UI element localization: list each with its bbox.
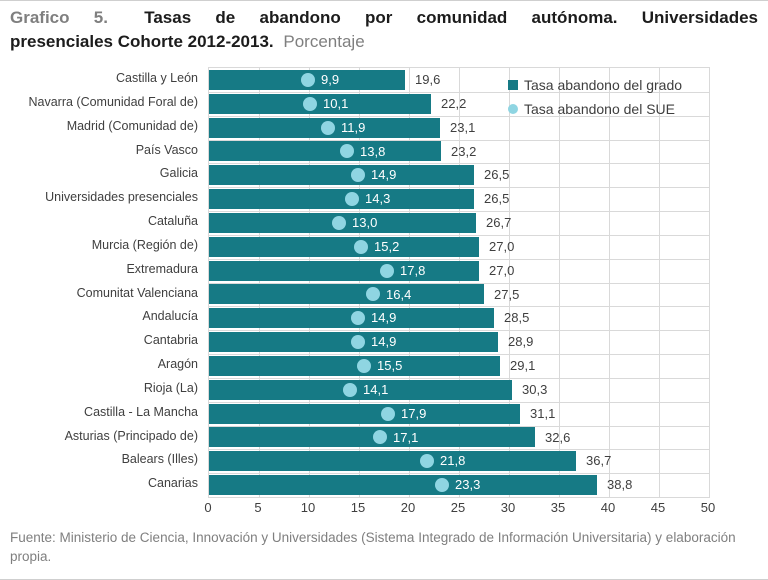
dot-value-label: 9,9 [321,72,340,87]
gridline-horizontal [209,402,709,403]
category-label: Castilla - La Mancha [84,404,198,419]
bar-value-label: 26,7 [486,215,512,230]
bar-value-label: 27,5 [494,286,520,302]
source-note: Fuente: Ministerio de Ciencia, Innovación y Universidades (Sistema Integrado de Información Universitaria) y elaboración propia. [10,530,736,564]
dot-value-label: 15,2 [374,238,400,254]
dot-value-label: 14,1 [363,381,389,397]
category-label: Comunitat Valenciana [76,285,198,300]
bar-value-label: 27,0 [489,238,515,254]
x-tick-label: 40 [600,500,616,515]
category-label: Cantabria [143,333,198,348]
bar-value-label: 38,8 [607,477,633,493]
dot-sue [381,407,395,421]
dot-sue [343,383,357,397]
legend-item-sue [508,97,682,121]
category-label: Andalucía [142,309,198,324]
bar-grado [209,141,441,161]
dot-sue [301,73,315,87]
category-label: Balears (Illes) [121,452,198,467]
bar-grado [209,261,479,281]
x-tick-label: 15 [350,500,366,515]
bar-grado [209,404,520,424]
bar-value-label: 32,6 [545,429,571,445]
gridline-horizontal [209,378,709,379]
bar-grado [209,356,500,376]
bar-grado [209,427,535,447]
bar-value-label: 31,1 [530,405,556,421]
dot-sue [351,335,365,349]
bar-grado [209,189,474,209]
dot-value-label: 14,9 [371,167,397,183]
dot-value-label: 17,9 [401,405,427,421]
gridline-horizontal [209,259,709,260]
figure-title-main-cont: presenciales Cohorte 2012-2013. [10,32,274,51]
category-label: Navarra (Comunidad Foral de) [28,94,198,109]
dot-sue [380,264,394,278]
bar-value-label: 28,5 [504,310,530,326]
x-tick-label: 30 [500,500,516,515]
x-tick-label: 5 [254,500,262,515]
category-label: Rioja (La) [143,380,198,395]
figure-title-line1 [10,6,758,30]
x-tick-label: 50 [700,500,716,515]
category-label: Murcia (Región de) [91,237,198,252]
figure-title-main: Tasas de abandono por comunidad autónoma. Universidades [144,8,758,27]
x-tick-label: 25 [450,500,466,515]
figure-number: Grafico 5. [10,8,108,27]
category-label: Castilla y León [116,71,198,85]
figure-unit: Porcentaje [283,32,365,51]
dot-value-label: 17,1 [393,429,419,445]
x-tick-label: 45 [650,500,666,515]
x-tick-label: 20 [400,500,416,515]
category-label: Cataluña [147,214,198,228]
gridline-horizontal [209,187,709,188]
dot-value-label: 17,8 [400,262,426,278]
gridline-horizontal [209,354,709,355]
figure-title-line2 [10,30,758,54]
dot-value-label: 13,8 [360,143,386,159]
gridline-horizontal [209,163,709,164]
bar-value-label: 22,2 [441,95,467,111]
dot-sue [303,97,317,111]
legend-item-grado [508,73,682,97]
category-label: Universidades presenciales [45,190,198,205]
x-tick-label: 10 [300,500,316,515]
dot-value-label: 14,9 [371,310,397,326]
bar-value-label: 26,5 [484,191,510,207]
bar-grado [209,284,484,304]
category-label: Galicia [159,166,198,181]
bar-grado [209,94,431,114]
dot-sue [321,121,335,135]
legend-label-grado: Tasa abandono del grado [524,77,683,93]
category-label: Asturias (Principado de) [64,428,198,443]
figure-title [10,6,758,54]
bar-grado [209,165,474,185]
bar-value-label: 28,9 [508,334,534,350]
dot-sue [332,216,346,230]
bar-value-label: 27,0 [489,262,515,278]
category-label: Aragón [157,357,198,371]
gridline-horizontal [209,283,709,284]
bar-grado [209,380,512,400]
dot-value-label: 21,8 [440,453,466,469]
category-label: País Vasco [135,142,198,157]
dot-value-label: 23,3 [455,477,481,493]
dot-sue [357,359,371,373]
dot-value-label: 15,5 [377,358,403,373]
gridline-horizontal [209,235,709,236]
dot-value-label: 11,9 [341,119,366,135]
dot-sue [354,240,368,254]
x-tick-label: 0 [204,500,212,515]
bar-value-label: 19,6 [415,72,441,87]
dot-value-label: 14,9 [371,334,397,350]
bar-grado [209,451,576,471]
category-label: Canarias [147,476,198,491]
bar-grado [209,237,479,257]
category-label: Extremadura [126,261,198,276]
bar-value-label: 30,3 [522,381,548,397]
gridline-horizontal [209,426,709,427]
legend-square-icon [508,80,518,90]
dot-value-label: 16,4 [386,286,412,302]
dot-value-label: 10,1 [323,95,349,111]
bar-value-label: 26,5 [484,167,510,183]
bar-value-label: 36,7 [586,453,612,469]
category-label: Madrid (Comunidad de) [66,118,198,133]
dot-sue [435,478,449,492]
bar-value-label: 23,2 [451,143,477,159]
dot-sue [345,192,359,206]
x-tick-label: 35 [550,500,566,515]
legend [508,73,682,121]
gridline-horizontal [209,330,709,331]
legend-label-sue: Tasa abandono del SUE [524,101,675,117]
bar-value-label: 23,1 [450,119,476,135]
gridline-horizontal [209,306,709,307]
bar-grado [209,475,597,495]
dot-value-label: 14,3 [365,191,391,207]
gridline-horizontal [209,211,709,212]
legend-dot-icon [508,104,518,114]
bar-value-label: 29,1 [510,358,536,373]
category-axis [0,67,204,496]
plot-area [208,67,710,498]
x-axis [204,500,716,520]
dot-value-label: 13,0 [352,215,378,230]
